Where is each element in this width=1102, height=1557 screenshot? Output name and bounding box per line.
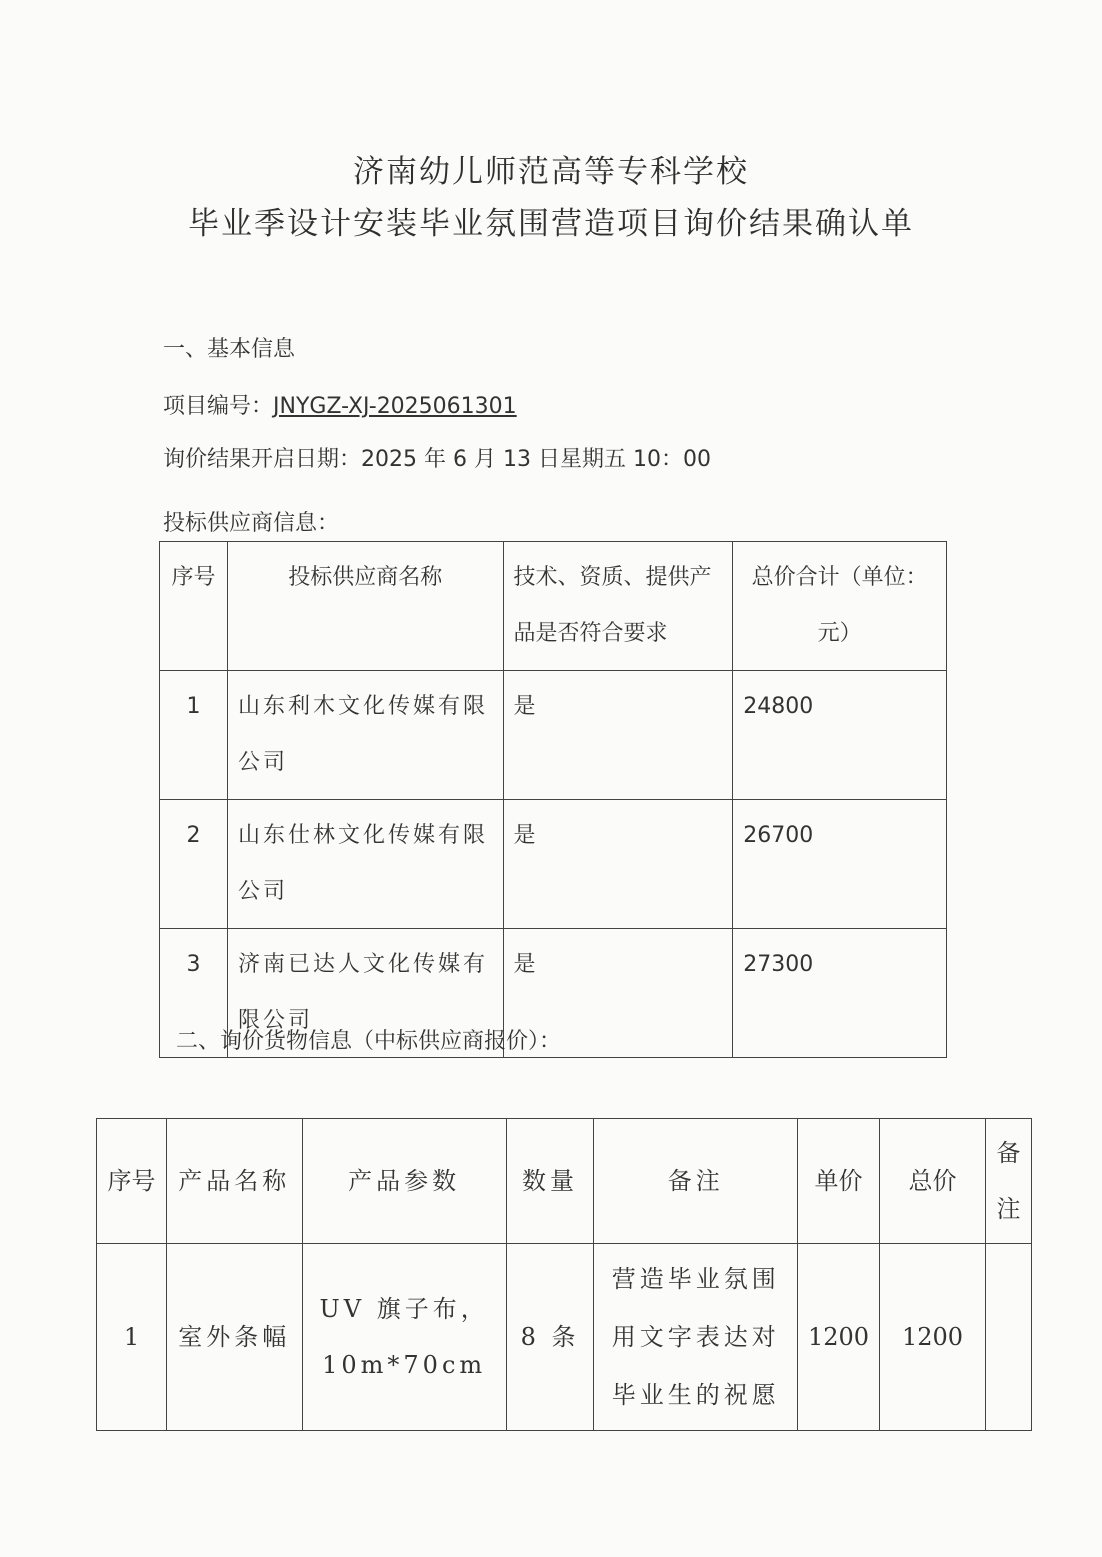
table-row (160, 671, 947, 800)
total-price: 27300 (733, 929, 947, 1058)
table-row (160, 800, 947, 929)
section2-heading: 二、询价货物信息（中标供应商报价）： (176, 1029, 562, 1054)
open-date-value: 2025 年 6 月 13 日星期五 10：00 (361, 447, 711, 472)
document-title-project: 毕业季设计安装毕业氛围营造项目询价结果确认单 (188, 206, 914, 242)
row-no: 1 (160, 671, 228, 800)
note (985, 1244, 1031, 1431)
supplier-name: 山东仕林文化传媒有限公司 (227, 800, 503, 929)
header-cell-total-price: 总价合计（单位：元） (733, 542, 947, 671)
project-number-value: JNYGZ-XJ-2025061301 (273, 394, 517, 419)
total-price: 24800 (733, 671, 947, 800)
project-number-line (163, 389, 517, 420)
header-cell-note: 备注 (985, 1119, 1031, 1244)
header-cell-compliance: 技术、资质、提供产品是否符合要求 (503, 542, 733, 671)
header-cell-no: 序号 (97, 1119, 167, 1244)
unit-price: 1200 (798, 1244, 880, 1431)
row-no: 3 (160, 929, 228, 1058)
header-cell-product-name: 产品名称 (166, 1119, 302, 1244)
compliance-value: 是 (503, 800, 733, 929)
total-price: 26700 (733, 800, 947, 929)
table-row (97, 1244, 1032, 1431)
goods-table-header (97, 1119, 1032, 1244)
header-cell-product-params: 产品参数 (302, 1119, 506, 1244)
open-date-line (163, 442, 711, 473)
header-cell-unit-price: 单价 (798, 1119, 880, 1244)
compliance-value: 是 (503, 671, 733, 800)
supplier-table (159, 541, 947, 1058)
open-date-label: 询价结果开启日期： (163, 447, 362, 472)
total-price: 1200 (880, 1244, 986, 1431)
header-cell-no: 序号 (160, 542, 228, 671)
section1-heading: 一、基本信息 (163, 337, 296, 362)
document-title-school: 济南幼儿师范高等专科学校 (353, 154, 749, 190)
compliance-value: 是 (503, 929, 733, 1058)
header-cell-quantity: 数量 (506, 1119, 594, 1244)
project-number-label: 项目编号： (163, 394, 274, 419)
row-no: 2 (160, 800, 228, 929)
header-cell-total-price: 总价 (880, 1119, 986, 1244)
goods-table (96, 1118, 1032, 1431)
product-params: UV 旗子布，10m*70cm (302, 1244, 506, 1431)
header-cell-supplier-name: 投标供应商名称 (227, 542, 503, 671)
quantity: 8 条 (506, 1244, 594, 1431)
supplier-name: 山东利木文化传媒有限公司 (227, 671, 503, 800)
supplier-table-header (160, 542, 947, 671)
suppliers-label: 投标供应商信息： (163, 511, 340, 536)
row-no: 1 (97, 1244, 167, 1431)
supplier-name: 济南已达人文化传媒有限公司 (227, 929, 503, 1058)
remark: 营造毕业氛围用文字表达对毕业生的祝愿 (594, 1244, 798, 1431)
header-cell-remark: 备注 (594, 1119, 798, 1244)
product-name: 室外条幅 (166, 1244, 302, 1431)
